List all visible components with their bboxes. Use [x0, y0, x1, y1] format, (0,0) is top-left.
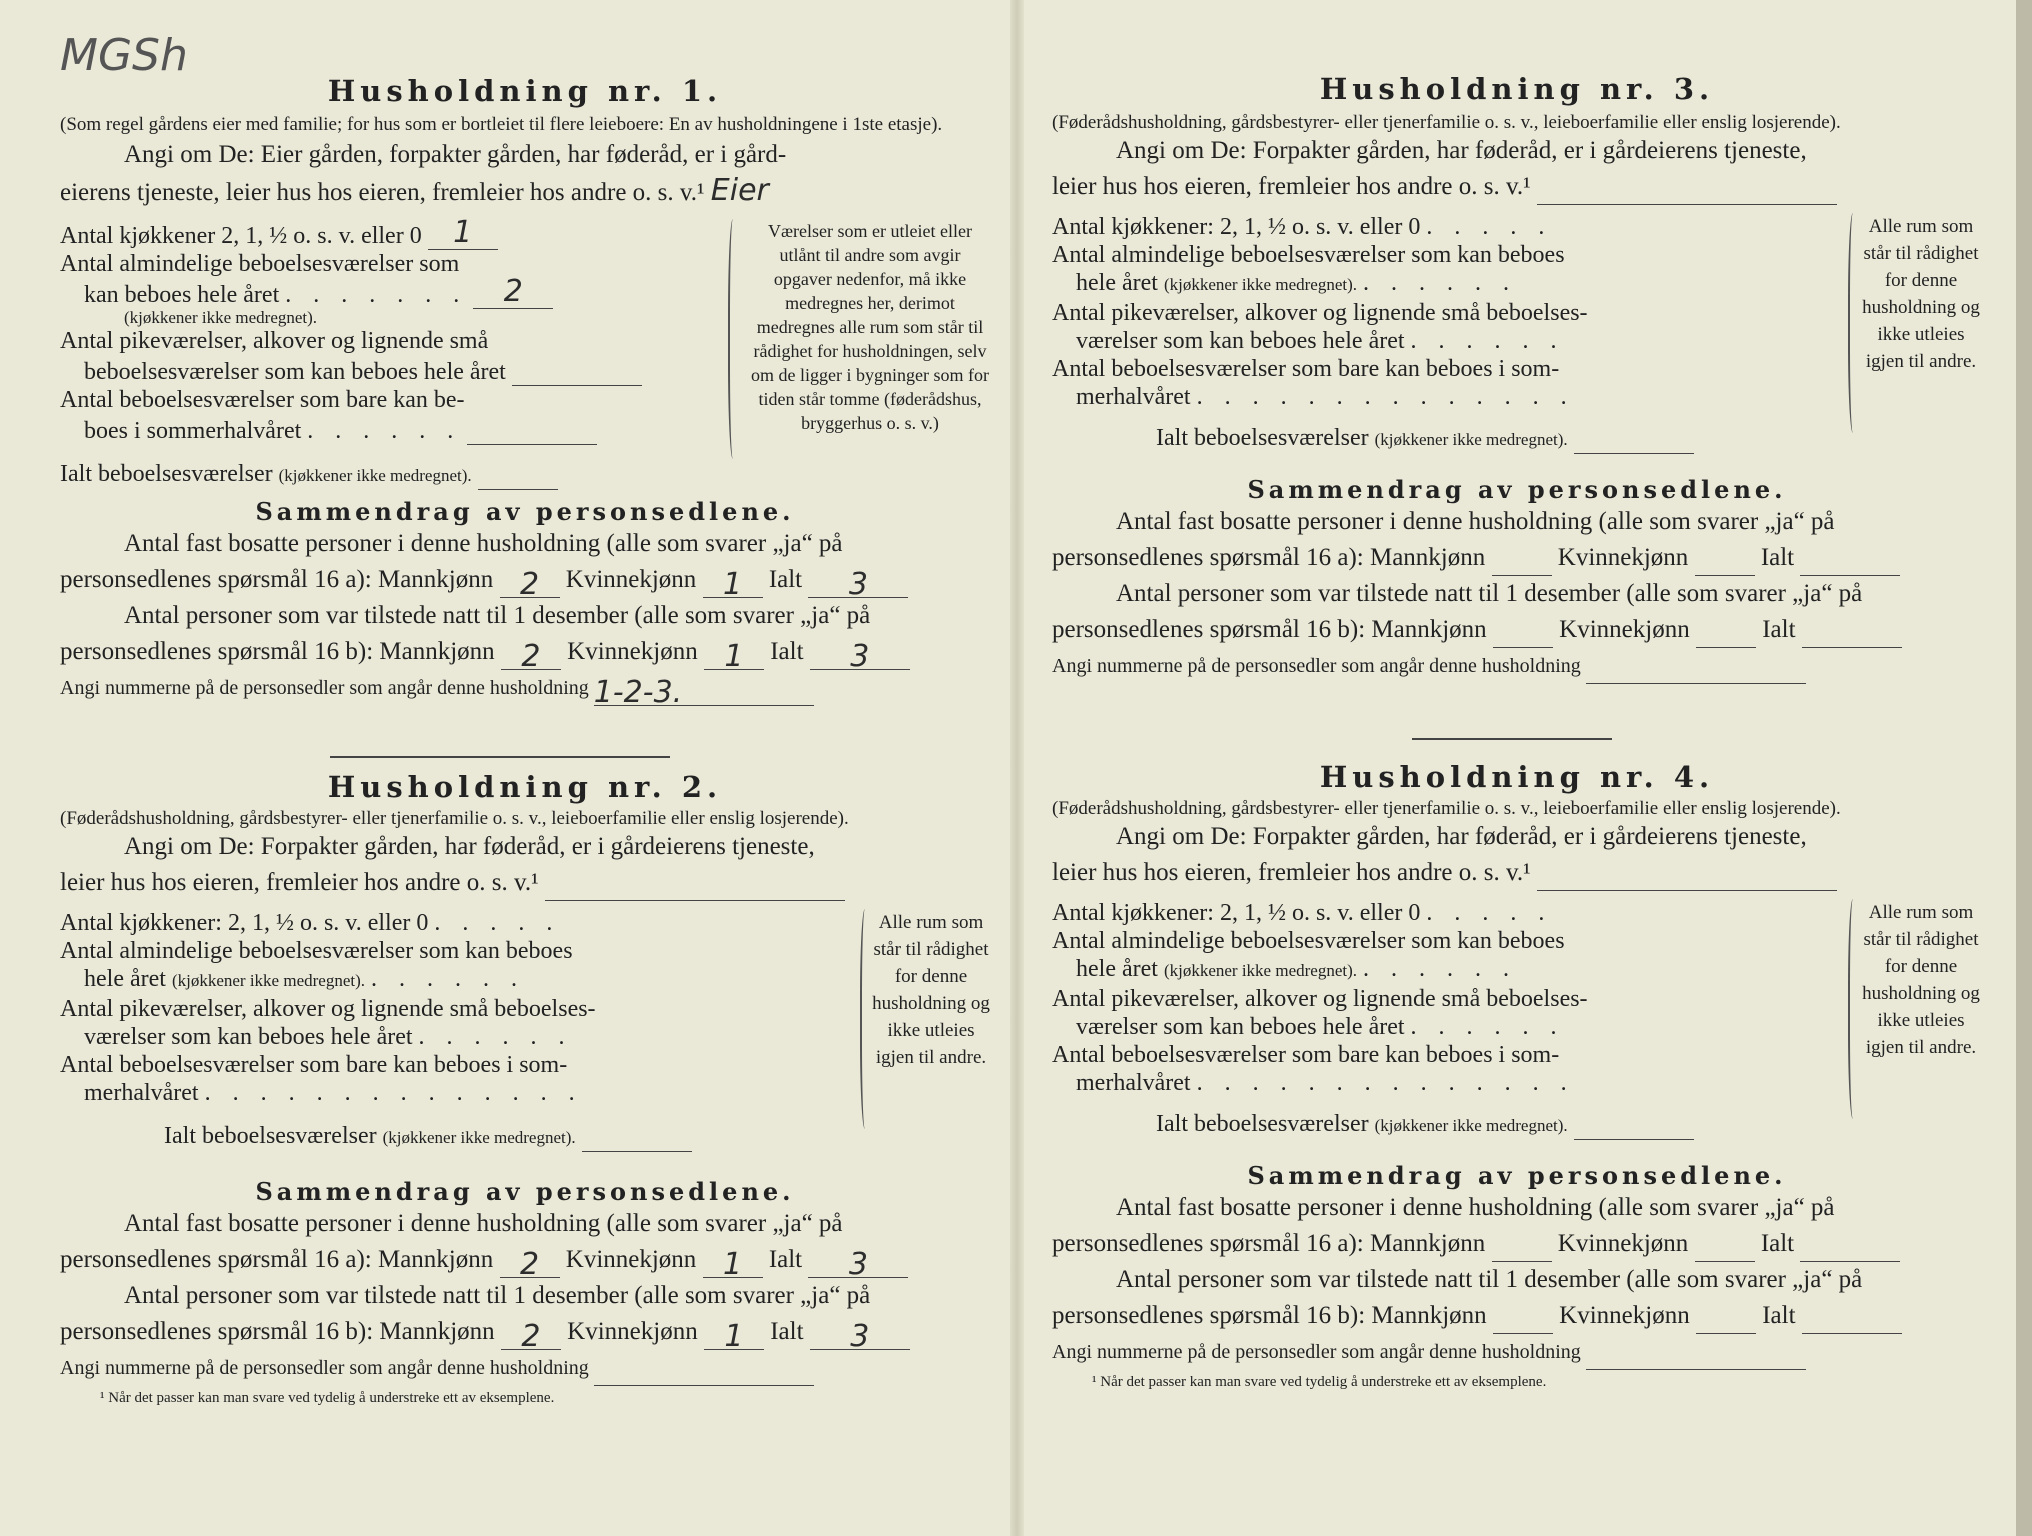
h1-a-total: 3 — [808, 567, 908, 598]
h4-side-note: Alle rum som står til rådighet for denne husholdning og ikke utleies igjen til andre. — [1862, 902, 1980, 1058]
household-3-subtitle: (Føderådshusholdning, gårdsbestyrer- eller tjenerfamilie o. s. v., leieboerfamilie eller enslig losjerende). — [1052, 112, 1841, 133]
h4-summary-a-line1: Antal fast bosatte personer i denne husholdning (alle som svarer „ja“ på — [1116, 1194, 1835, 1221]
h4-kitchens-row: Antal kjøkkener: 2, 1, ½ o. s. v. eller 0 . . . . . — [1052, 900, 1553, 926]
h4-rooms-row: hele året (kjøkkener ikke medregnet). . . . . . . — [1076, 956, 1517, 982]
separator-3 — [1412, 738, 1612, 740]
h4-summer-row: merhalvåret . . . . . . . . . . . . . . — [1076, 1070, 1575, 1096]
h1-summary-title: Sammendrag av personsedlene. — [255, 497, 795, 526]
h2-rooms-row: hele året (kjøkkener ikke medregnet). . . . . . . — [84, 966, 525, 992]
h2-summary-a-line1: Antal fast bosatte personer i denne husholdning (alle som svarer „ja“ på — [124, 1210, 843, 1237]
household-4 — [1052, 760, 1982, 1391]
h4-numbers-row: Angi nummerne på de personsedler som angår denne husholdning — [1052, 1334, 1982, 1370]
h1-maids-label: Antal pikeværelser, alkover og lignende små — [60, 328, 489, 354]
h2-summer-label: Antal beboelsesværelser som bare kan beboes i som- — [60, 1052, 568, 1078]
household-1-answer: Eier — [710, 173, 769, 208]
right-page — [1052, 0, 1992, 1536]
h1-numbers-value: 1-2-3. — [594, 675, 814, 706]
h3-maids-label: Antal pikeværelser, alkover og lignende små beboelses- — [1052, 300, 1588, 326]
h2-kitchens-row: Antal kjøkkener: 2, 1, ½ o. s. v. eller 0 . . . . . — [60, 910, 561, 936]
h1-summary-b-line2: personsedlenes spørsmål 16 b): Mannkjønn 2 Kvinnekjønn 1 Ialt 3 — [60, 634, 990, 670]
h3-summary-b-line2: personsedlenes spørsmål 16 b): Mannkjønn Kvinnekjønn Ialt — [1052, 612, 1982, 648]
right-footnote: ¹ Når det passer kan man svare ved tydelig å understreke ett av eksemplene. — [1092, 1374, 1547, 1390]
h3-summer-row: merhalvåret . . . . . . . . . . . . . . — [1076, 384, 1575, 410]
h1-rooms-row: kan beboes hele året . . . . . . . 2 — [60, 278, 990, 309]
h1-total-row: Ialt beboelsesværelser (kjøkkener ikke medregnet). — [60, 459, 990, 490]
h3-numbers-row: Angi nummerne på de personsedler som angår denne husholdning — [1052, 648, 1982, 684]
page-fold — [1010, 0, 1024, 1536]
household-3-title: Husholdning nr. 3. — [1319, 72, 1715, 106]
h2-a-male: 2 — [500, 1247, 560, 1278]
h2-a-total: 3 — [808, 1247, 908, 1278]
h4-summary-title: Sammendrag av personsedlene. — [1247, 1161, 1787, 1190]
h3-kitchens-row: Antal kjøkkener: 2, 1, ½ o. s. v. eller 0 . . . . . — [1052, 214, 1553, 240]
h3-summary-b-line1: Antal personer som var tilstede natt til 1 desember (alle som svarer „ja“ på — [1116, 580, 1863, 607]
h4-summary-a-line2: personsedlenes spørsmål 16 a): Mannkjønn Kvinnekjønn Ialt — [1052, 1226, 1982, 1262]
household-2 — [60, 770, 990, 1407]
h1-summary-b-line1: Antal personer som var tilstede natt til 1 desember (alle som svarer „ja“ på — [124, 602, 871, 629]
household-1-rooms — [60, 215, 990, 487]
h1-maids-row: beboelsesværelser som kan beboes hele året — [60, 355, 990, 386]
household-4-subtitle: (Føderådshusholdning, gårdsbestyrer- eller tjenerfamilie o. s. v., leieboerfamilie eller enslig losjerende). — [1052, 798, 1841, 819]
h1-summary-a-line2: personsedlenes spørsmål 16 a): Mannkjønn 2 Kvinnekjønn 1 Ialt 3 — [60, 562, 990, 598]
h1-kitchens-value: 1 — [428, 219, 498, 250]
separator-1 — [330, 756, 670, 758]
h4-summary-b-line2: personsedlenes spørsmål 16 b): Mannkjønn Kvinnekjønn Ialt — [1052, 1298, 1982, 1334]
h2-b-male: 2 — [501, 1319, 561, 1350]
h4-maids-label: Antal pikeværelser, alkover og lignende små beboelses- — [1052, 986, 1588, 1012]
h1-summer-row: boes i sommerhalvåret . . . . . . — [60, 414, 990, 445]
household-4-question-line1: Angi om De: Forpakter gården, har føderåd, er i gårdeierens tjeneste, — [1116, 823, 1807, 850]
h2-maids-label: Antal pikeværelser, alkover og lignende små beboelses- — [60, 996, 596, 1022]
h3-summer-label: Antal beboelsesværelser som bare kan beboes i som- — [1052, 356, 1560, 382]
h4-rooms-label: Antal almindelige beboelsesværelser som kan beboes — [1052, 928, 1565, 954]
household-4-question-line2: leier hus hos eieren, fremleier hos andre o. s. v.¹ — [1052, 855, 1982, 891]
h1-rooms-note: (kjøkkener ikke medregnet). — [124, 308, 318, 327]
household-2-rooms — [60, 909, 990, 1159]
h2-maids-row: værelser som kan beboes hele året . . . . . . — [84, 1024, 573, 1050]
h3-rooms-label: Antal almindelige beboelsesværelser som kan beboes — [1052, 242, 1565, 268]
h1-summer-label: Antal beboelsesværelser som bare kan be- — [60, 387, 465, 413]
household-3-question-line2: leier hus hos eieren, fremleier hos andre o. s. v.¹ — [1052, 169, 1982, 205]
h1-b-female: 1 — [704, 639, 764, 670]
h2-b-female: 1 — [704, 1319, 764, 1350]
h2-summer-row: merhalvåret . . . . . . . . . . . . . . — [84, 1080, 583, 1106]
household-3-question-line1: Angi om De: Forpakter gården, har føderåd, er i gårdeierens tjeneste, — [1116, 137, 1807, 164]
h2-summary-b-line1: Antal personer som var tilstede natt til 1 desember (alle som svarer „ja“ på — [124, 1282, 871, 1309]
h1-b-total: 3 — [810, 639, 910, 670]
sheet-edge — [2016, 0, 2032, 1536]
handwritten-corner-mark: MGSh — [60, 30, 188, 81]
h2-side-note: Alle rum som står til rådighet for denne husholdning og ikke utleies igjen til andre. — [872, 912, 990, 1068]
h4-summer-label: Antal beboelsesværelser som bare kan beboes i som- — [1052, 1042, 1560, 1068]
h2-b-total: 3 — [810, 1319, 910, 1350]
household-1-title: Husholdning nr. 1. — [327, 74, 723, 108]
h3-maids-row: værelser som kan beboes hele året . . . . . . — [1076, 328, 1565, 354]
household-1-subtitle: (Som regel gårdens eier med familie; for hus som er bortleiet til flere leieboere: En av husholdningene i 1ste etasje). — [60, 114, 943, 135]
household-4-rooms — [1052, 899, 1982, 1139]
h2-numbers-row: Angi nummerne på de personsedler som angår denne husholdning — [60, 1350, 990, 1386]
h1-kitchens-row: Antal kjøkkener 2, 1, ½ o. s. v. eller 0 1 — [60, 219, 720, 250]
h2-rooms-label: Antal almindelige beboelsesværelser som kan beboes — [60, 938, 573, 964]
h2-summary-b-line2: personsedlenes spørsmål 16 b): Mannkjønn 2 Kvinnekjønn 1 Ialt 3 — [60, 1314, 990, 1350]
household-3-rooms — [1052, 213, 1982, 453]
left-footnote: ¹ Når det passer kan man svare ved tydelig å understreke ett av eksemplene. — [100, 1390, 555, 1406]
h3-brace — [1848, 213, 1860, 433]
household-4-title: Husholdning nr. 4. — [1319, 760, 1715, 794]
h3-summary-a-line2: personsedlenes spørsmål 16 a): Mannkjønn Kvinnekjønn Ialt — [1052, 540, 1982, 576]
household-2-title: Husholdning nr. 2. — [327, 770, 723, 804]
h2-summary-title: Sammendrag av personsedlene. — [255, 1177, 795, 1206]
h4-total-row: Ialt beboelsesværelser (kjøkkener ikke medregnet). — [1052, 1109, 1982, 1140]
h2-total-row: Ialt beboelsesværelser (kjøkkener ikke medregnet). — [60, 1121, 990, 1152]
left-page — [60, 0, 1000, 1536]
household-2-question-line2: leier hus hos eieren, fremleier hos andre o. s. v.¹ — [60, 865, 990, 901]
household-1-question-line1: Angi om De: Eier gården, forpakter gården, har føderåd, er i gård- — [124, 141, 787, 168]
h2-a-female: 1 — [703, 1247, 763, 1278]
h1-side-note: Værelser som er utleiet eller utlånt til andre som avgir opgaver nedenfor, må ikke medregnes her, derimot medregnes alle rum som står til rådighet for husholdningen, selv om de ligger i bygninger som for tiden står tomme (føderådshus, bryggerhus o. s. v.) — [751, 221, 989, 433]
household-1 — [60, 74, 990, 710]
h1-a-female: 1 — [703, 567, 763, 598]
h3-rooms-row: hele året (kjøkkener ikke medregnet). . . . . . . — [1076, 270, 1517, 296]
h1-b-male: 2 — [501, 639, 561, 670]
h4-summary-b-line1: Antal personer som var tilstede natt til 1 desember (alle som svarer „ja“ på — [1116, 1266, 1863, 1293]
household-2-question-line1: Angi om De: Forpakter gården, har føderåd, er i gårdeierens tjeneste, — [124, 833, 815, 860]
h1-rooms-value: 2 — [473, 278, 553, 309]
h4-brace — [1848, 899, 1860, 1119]
h1-numbers-row: Angi nummerne på de personsedler som angår denne husholdning 1-2-3. — [60, 670, 990, 706]
h1-brace — [728, 219, 740, 459]
household-2-subtitle: (Føderådshusholdning, gårdsbestyrer- eller tjenerfamilie o. s. v., leieboerfamilie eller enslig losjerende). — [60, 808, 849, 829]
h1-a-male: 2 — [500, 567, 560, 598]
h3-total-row: Ialt beboelsesværelser (kjøkkener ikke medregnet). — [1052, 423, 1982, 454]
h3-summary-a-line1: Antal fast bosatte personer i denne husholdning (alle som svarer „ja“ på — [1116, 508, 1835, 535]
household-3 — [1052, 72, 1982, 684]
h4-maids-row: værelser som kan beboes hele året . . . . . . — [1076, 1014, 1565, 1040]
h2-brace — [860, 909, 872, 1129]
household-1-question-line2: eierens tjeneste, leier hus hos eieren, fremleier hos andre o. s. v.¹ Eier — [60, 173, 769, 208]
h3-side-note: Alle rum som står til rådighet for denne husholdning og ikke utleies igjen til andre. — [1862, 216, 1980, 372]
h1-rooms-label: Antal almindelige beboelsesværelser som — [60, 251, 460, 277]
h3-summary-title: Sammendrag av personsedlene. — [1247, 475, 1787, 504]
h1-summary-a-line1: Antal fast bosatte personer i denne husholdning (alle som svarer „ja“ på — [124, 530, 843, 557]
h2-summary-a-line2: personsedlenes spørsmål 16 a): Mannkjønn 2 Kvinnekjønn 1 Ialt 3 — [60, 1242, 990, 1278]
